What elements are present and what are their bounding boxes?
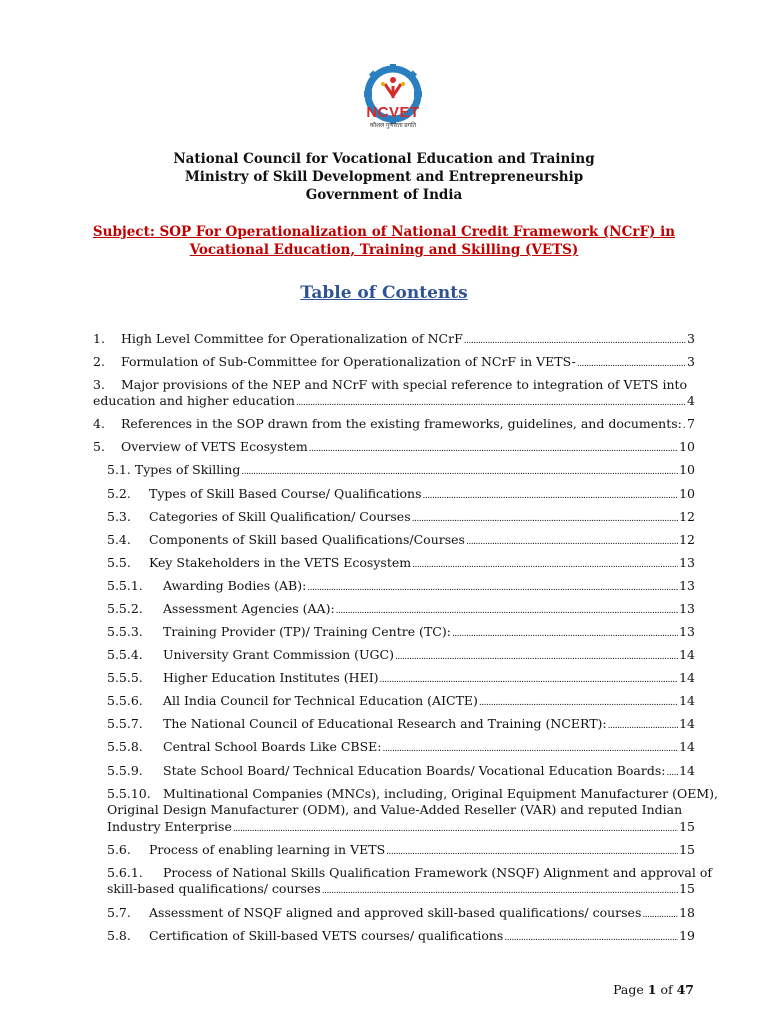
footer-of: of — [660, 982, 673, 997]
toc-page: 14 — [679, 716, 695, 731]
toc-page: 10 — [679, 486, 695, 501]
toc-number: 5. — [93, 439, 105, 454]
toc-leader — [423, 485, 679, 505]
toc-page: 14 — [679, 763, 695, 778]
toc-page: 4 — [687, 393, 695, 408]
toc-page: 14 — [679, 739, 695, 754]
footer-page-label: Page — [613, 982, 644, 997]
toc-leader — [464, 330, 686, 350]
toc-number: 1. — [93, 331, 105, 346]
toc-entry-2[interactable] — [93, 353, 695, 373]
toc-page: 10 — [679, 439, 695, 454]
toc-leader — [309, 438, 678, 458]
toc-number: 5.5.1. — [107, 578, 143, 593]
toc-entry-5-5-9[interactable] — [93, 762, 695, 782]
toc-text: All India Council for Technical Education (AICTE) — [163, 693, 478, 708]
toc-page: 15 — [679, 881, 695, 896]
header-government: Government of India — [305, 187, 463, 203]
toc-number: 5.8. — [107, 928, 131, 943]
toc-text: Formulation of Sub-Committee for Operationalization of NCrF in VETS- — [121, 354, 576, 369]
logo-text: NCVET — [366, 104, 420, 121]
toc-text: High Level Committee for Operationalization of NCrF — [121, 331, 463, 346]
toc-entry-3[interactable] — [93, 392, 695, 412]
subject-line-1: Subject: SOP For Operationalization of National Credit Framework (NCrF) in — [92, 224, 676, 240]
toc-text-continued: Industry Enterprise — [107, 819, 232, 834]
toc-number: 5.5.4. — [107, 647, 143, 662]
toc-number: 5.5.9. — [107, 763, 143, 778]
toc-number: 4. — [93, 416, 105, 431]
toc-page: 15 — [679, 819, 695, 834]
toc-leader — [608, 715, 678, 735]
toc-number: 5.7. — [107, 905, 131, 920]
toc-page: 13 — [679, 555, 695, 570]
toc-number: 5.5.2. — [107, 601, 143, 616]
footer-current-page: 1 — [647, 982, 657, 997]
toc-number: 5.3. — [107, 509, 131, 524]
toc-number: 5.6. — [107, 842, 131, 857]
toc-leader — [412, 554, 678, 574]
toc-text-continued: Original Design Manufacturer (ODM), and Value-Added Reseller (VAR) and reputed Indian — [107, 802, 683, 817]
toc-text: Key Stakeholders in the VETS Ecosystem — [149, 555, 412, 570]
toc-leader — [395, 646, 678, 666]
toc-entry-5-5-10[interactable] — [107, 818, 695, 838]
toc-page: 3 — [687, 354, 695, 369]
toc-page: 15 — [679, 842, 695, 857]
toc-entry-5-5-3[interactable] — [93, 623, 695, 643]
toc-page: 13 — [679, 624, 695, 639]
toc-entry-5-6-1-line-1[interactable] — [107, 864, 712, 881]
toc-text: Process of enabling learning in VETS — [149, 842, 386, 857]
toc-leader — [383, 738, 679, 758]
ncvet-logo — [357, 64, 429, 136]
toc-text: University Grant Commission (UGC) — [163, 647, 394, 662]
toc-leader — [504, 927, 678, 947]
toc-page: 12 — [679, 532, 695, 547]
toc-entry-5-5-10-line-2[interactable] — [107, 801, 682, 818]
header-council: National Council for Vocational Education and Training — [173, 151, 595, 167]
toc-page: 3 — [687, 331, 695, 346]
toc-number: 5.5.7. — [107, 716, 143, 731]
toc-leader — [233, 818, 678, 838]
toc-page: 19 — [679, 928, 695, 943]
toc-text: Central School Boards Like CBSE: — [163, 739, 382, 754]
toc-number: 5.1. — [107, 462, 131, 477]
toc-leader — [683, 415, 686, 435]
toc-page: 10 — [679, 462, 695, 477]
toc-text: Multinational Companies (MNCs), including, Original Equipment Manufacturer (OEM), — [163, 786, 719, 801]
toc-text: Awarding Bodies (AB): — [163, 578, 307, 593]
toc-entry-5-5-2[interactable] — [93, 600, 695, 620]
toc-page: 14 — [679, 647, 695, 662]
toc-leader — [642, 904, 678, 924]
toc-leader — [241, 461, 678, 481]
toc-entry-5-5-4[interactable] — [93, 646, 695, 666]
toc-text-continued: education and higher education — [93, 393, 295, 408]
toc-leader — [307, 577, 678, 597]
toc-leader — [336, 600, 678, 620]
toc-text: Types of Skilling — [134, 462, 241, 477]
toc-text: Training Provider (TP)/ Training Centre (TC): — [163, 624, 451, 639]
toc-entry-5-5-10-line-1[interactable] — [107, 785, 718, 802]
logo-tagline: कौशल गुणवत्ता प्रगति — [369, 123, 417, 129]
toc-page: 14 — [679, 693, 695, 708]
toc-number: 5.5.10. — [107, 786, 151, 801]
toc-leader — [380, 669, 679, 689]
toc-leader — [412, 508, 678, 528]
toc-text: Higher Education Institutes (HEI) — [163, 670, 379, 685]
toc-text: Categories of Skill Qualification/ Courses — [149, 509, 411, 524]
toc-text: State School Board/ Technical Education Boards/ Vocational Education Boards: — [163, 763, 666, 778]
toc-text: Assessment of NSQF aligned and approved skill-based qualifications/ courses — [149, 905, 642, 920]
toc-entry-1[interactable] — [93, 330, 695, 350]
toc-entry-5-6-1[interactable] — [107, 880, 695, 900]
toc-page: 13 — [679, 578, 695, 593]
toc-title: Table of Contents — [300, 283, 468, 303]
toc-entry-5-1[interactable] — [93, 461, 695, 481]
toc-entry-5-6[interactable] — [93, 841, 695, 861]
toc-leader — [452, 623, 678, 643]
toc-text: Certification of Skill-based VETS courses/ qualifications — [149, 928, 504, 943]
toc-page: 13 — [679, 601, 695, 616]
toc-entry-5-5-1[interactable] — [93, 577, 695, 597]
toc-number: 5.5. — [107, 555, 131, 570]
toc-text: Components of Skill based Qualifications/Courses — [149, 532, 465, 547]
header-ministry: Ministry of Skill Development and Entrepreneurship — [184, 169, 584, 185]
subject-line-2: Vocational Education, Training and Skilling (VETS) — [189, 242, 579, 258]
toc-number: 3. — [93, 377, 105, 392]
toc-entry-5-5[interactable] — [93, 554, 695, 574]
toc-leader — [322, 880, 678, 900]
toc-page: 12 — [679, 509, 695, 524]
toc-text: References in the SOP drawn from the existing frameworks, guidelines, and documents: — [121, 416, 682, 431]
toc-leader — [386, 841, 678, 861]
toc-text: Process of National Skills Qualification Framework (NSQF) Alignment and approval of — [163, 865, 712, 880]
toc-leader — [296, 392, 686, 412]
toc-number: 5.5.6. — [107, 693, 143, 708]
toc-entry-5-2[interactable] — [93, 485, 695, 505]
page-footer — [613, 982, 694, 997]
toc-number: 5.5.8. — [107, 739, 143, 754]
toc-entry-5-5-5[interactable] — [93, 669, 695, 689]
toc-leader — [479, 692, 678, 712]
toc-number: 2. — [93, 354, 105, 369]
toc-entry-5-4[interactable] — [93, 531, 695, 551]
toc-number: 5.5.3. — [107, 624, 143, 639]
toc-leader — [666, 762, 678, 782]
toc-entry-5-5-6[interactable] — [93, 692, 695, 712]
toc-number: 5.5.5. — [107, 670, 143, 685]
toc-page: 7 — [687, 416, 695, 431]
toc-entry-3-line-1[interactable] — [93, 376, 687, 393]
toc-entry-5-3[interactable] — [93, 508, 695, 528]
toc-entry-5-5-8[interactable] — [93, 738, 695, 758]
toc-page: 18 — [679, 905, 695, 920]
toc-number: 5.4. — [107, 532, 131, 547]
toc-entry-5-5-7[interactable] — [93, 715, 695, 735]
toc-number: 5.6.1. — [107, 865, 143, 880]
toc-text: Assessment Agencies (AA): — [163, 601, 335, 616]
toc-entry-5[interactable] — [93, 438, 695, 458]
toc-number: 5.2. — [107, 486, 131, 501]
toc-text-continued: skill-based qualifications/ courses — [107, 881, 321, 896]
toc-page: 14 — [679, 670, 695, 685]
footer-total-pages: 47 — [676, 982, 694, 997]
toc-text: Major provisions of the NEP and NCrF with special reference to integration of VETS into — [121, 377, 688, 392]
toc-entry-5-7[interactable] — [93, 904, 695, 924]
toc-entry-4[interactable] — [93, 415, 695, 435]
toc-text: Types of Skill Based Course/ Qualifications — [149, 486, 422, 501]
toc-text: The National Council of Educational Research and Training (NCERT): — [163, 716, 607, 731]
toc-leader — [577, 353, 686, 373]
toc-entry-5-8[interactable] — [93, 927, 695, 947]
toc-text: Overview of VETS Ecosystem — [121, 439, 308, 454]
toc-leader — [466, 531, 678, 551]
